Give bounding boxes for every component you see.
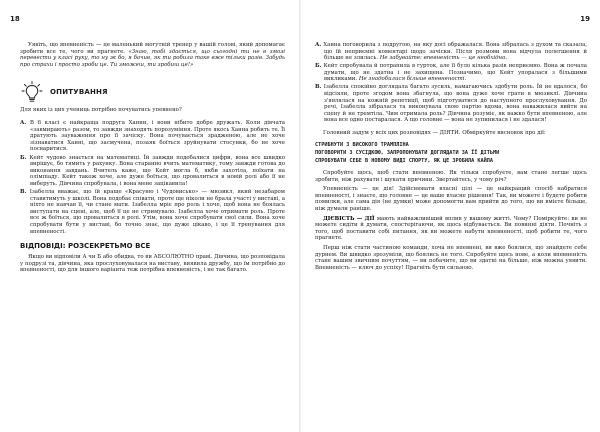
answers-title: ВІДПОВІДІ: РОЗСЕКРЕТЬМО ВСЕ (20, 242, 151, 251)
outcome-c-letter: В. (315, 84, 322, 91)
option-b (20, 155, 285, 188)
option-c-text: Ізабелла вважає, що їй краще «Красуню і Чудовисько» — мюзикл, який незабаром ставитимуть у школі. Вона подобає співати, проте ще ніколи не брала участі у виставі, а ніхто не навчав її, чи стане мати. Ізабелла мріє про роль і хоче, щоб вона не боялась виступати на сцені, але, щоб її це не стримувало. Ізабелла хоче отримати роль. Проте все ж боїться, що провалиться в ролі. Утім, вона хоче спробувати свої сили. Вона хоче спробувати бути у виставі, бо точно знає, що дуже цікаво, і це її тренування для впевненості. (29, 189, 285, 235)
intro-text: Уявіть, що впевненість — це маленький могутній тренер у вашій голові, який допомагає зробити все те, чого ви прагнете. (20, 42, 285, 55)
page-number-right: 19 (580, 15, 590, 23)
outcome-b-text: Кейт спробувала й потрапила в гурток, але її було кілька разів неприємно. Вона ж почала думати, що не здатна і не захищена. Позначимо, що Кейт упоралася з більшими викликами. (323, 63, 588, 83)
example-item: ПОГОВОРИТИ З СУСІДКОЮ, ЗАПРОПОНУВАТИ ДОГЛЯДАТИ ЗА ЇЇ ДІТЬМИ (315, 149, 500, 156)
right-page-content (315, 42, 587, 271)
outcome-b (315, 63, 587, 83)
body-paragraph-4: Перш ніж стати частиною команди, хоча не впевнені, ви вже боялися, що знайдете себе дурнем. Ви швидко зрозуміли, що боялись не того. Спробуйте щось нове, а коли впевненість стане вашим звичним почуттям, — ви побачите, що ви здатні на більше, ніж можна уявити. Впевненість — ключ до успіху! Прагніть бути сильною. (315, 245, 587, 271)
lightbulb-icon (20, 80, 44, 104)
page-number-left: 18 (10, 15, 20, 23)
option-a-text: В її класі є найкраща подруга Ханни, і вони нібито добре дружать. Коли дівчата «завмирають» разом, то завжди знаходять порозуміння. Проте якось Ханна робить те. Її дратують зауваження про її зачіску. Вона почувається зрадженою, але не хоче зізнаватися Ханні, що засмучена, позаяк боїться зруйнувати стосунки, бо не хоче посваритися. (29, 119, 286, 153)
examples-list (315, 141, 587, 166)
option-b-text: Кейт чудово знається на математиці. Їй завжди подобалися цифри, вона все швидко вирішує, бо тямить у рахунку. Вона старанно вчить математику, тому завжди готова до виконання завдань. Вчитель каже, що Кейт могла б, якби захотіла, поїхати на олімпіаду. Кейт також хоче, але дуже боїться, що провалиться в новій ролі або її не виберуть. Дівчина спробувала, і вона мене зацікавила! (29, 154, 285, 187)
body-paragraph-3 (315, 216, 587, 242)
outcome-c (315, 84, 587, 124)
example-item: СПРОБУВАТИ СЕБЕ В НОВОМУ ВИДІ СПОРТУ, ЯК ЦЕ ЗРОБИЛА КАЙЛА (315, 157, 494, 164)
outcome-b-tail: Не знадобилися більше впевненості. (358, 76, 467, 83)
outcome-a (315, 42, 587, 62)
option-a-letter: А. (20, 119, 27, 126)
example-item: СТРИБНУТИ З ВИСОКОГО ТРАМПЛІНА (315, 141, 409, 148)
outcome-c-text: Ізабелла спокійно доглядала багато зусиль, намагаючись здобути роль. Їй не вдалося, бо відсіяли, проте згодом вона збагнула, що вона дуже хоче грати в мюзиклі. Дівчина з'являлася на кожній репетиції, щоб підготуватися до наступного прослуховування. До речі, Ізабелла зібралася та виконувала свою партію вдома, вона наважилася вийти на сцену й не тремтіла. Чим отримала роль? Дівчина розуміє, як важко бути впевненою, але вона все одно постаралася. А що головне — вона не зупинилася і не здалася! (323, 84, 588, 124)
outcomes-list (315, 42, 587, 124)
outcome-a-letter: А. (315, 42, 322, 48)
outcome-b-letter: Б. (315, 63, 322, 70)
summary-paragraph: Головний задум у всіх цих розповідях — ДІЯТИ. Обміркуйте висновок про дії: (323, 129, 546, 136)
survey-title: ОПИТУВАННЯ (50, 88, 108, 97)
survey-question: Для яких із цих учениць потрібно почуватись упевнено? (20, 107, 182, 114)
body-paragraph-2: Упевненість — це дія! Здійснювати власні цілі — це найкращий спосіб набратися впевненості, і знаєте, що головне — це ваше власне рішення! Так, ви можете і будете робити помилки, але сама дія (не думки) може допомогти вам прийти до того, що ви вмієте більше, ніж думали раніше. (315, 186, 587, 213)
intro-paragraph (20, 42, 285, 68)
outcome-a-text: Ханна поговорила з подругою, на яку досі ображалася. Вона зібралась з духом та сказала, що їй неприємні коментарі щодо зачіски. Після розмови вона відчула полегшення й більше не злилась. (323, 42, 588, 62)
option-b-letter: Б. (20, 154, 27, 161)
option-c-letter: В. (20, 189, 27, 196)
actions-lead: ДІЄВІСТЬ — ДІЇ (323, 215, 375, 222)
left-page-content (20, 42, 285, 274)
outcome-a-tail: Не забувайте: впевненість — це необхідно. (379, 55, 508, 62)
option-a (20, 120, 285, 153)
body-paragraph-3-text: мають найважливіший вплив у вашому житті. Чому? Поміркуйте: ви не можете сидіти й думати, спостерігаючи, як щось відбувається. Ви повинні діяти. Почніть з того, щоб поставити собі питання, як ви можете набути впевненості, щоб робити те, чого прагнете. (315, 215, 588, 242)
answers-text: Якщо ви відповіли А чи Б або обидва, то ви АБСОЛЮТНО праві. Дівчина, що розповідала у подрузі та, дівчина, яка прослуховувалася на виставу, виявила дружбу, що їм потрібно до впевненості, що для іншого варіанта теж потрібна впевненість, і не так багато. (20, 254, 285, 274)
left-page (0, 0, 299, 432)
body-paragraph-1: Спробуйте щось, щоб стати впевненою. Як тільки спробуєте, вам стане легше щось зробити, ніж рахувати і шукати причини. Звертайтесь, у чому річ? (315, 170, 587, 183)
survey-options (20, 120, 285, 235)
intro-quote: «Знаю, тобі здається, що сьогодні ти не в змозі перевести у класі руку, то ну ж бо, я бачив, як ти робила таке вже тільки разів. Забудь про страхи і просто зроби це. Ти зможеш, ти зробиш це!» (20, 48, 286, 68)
survey-header (20, 80, 285, 104)
option-c (20, 189, 285, 235)
right-page (301, 0, 600, 432)
